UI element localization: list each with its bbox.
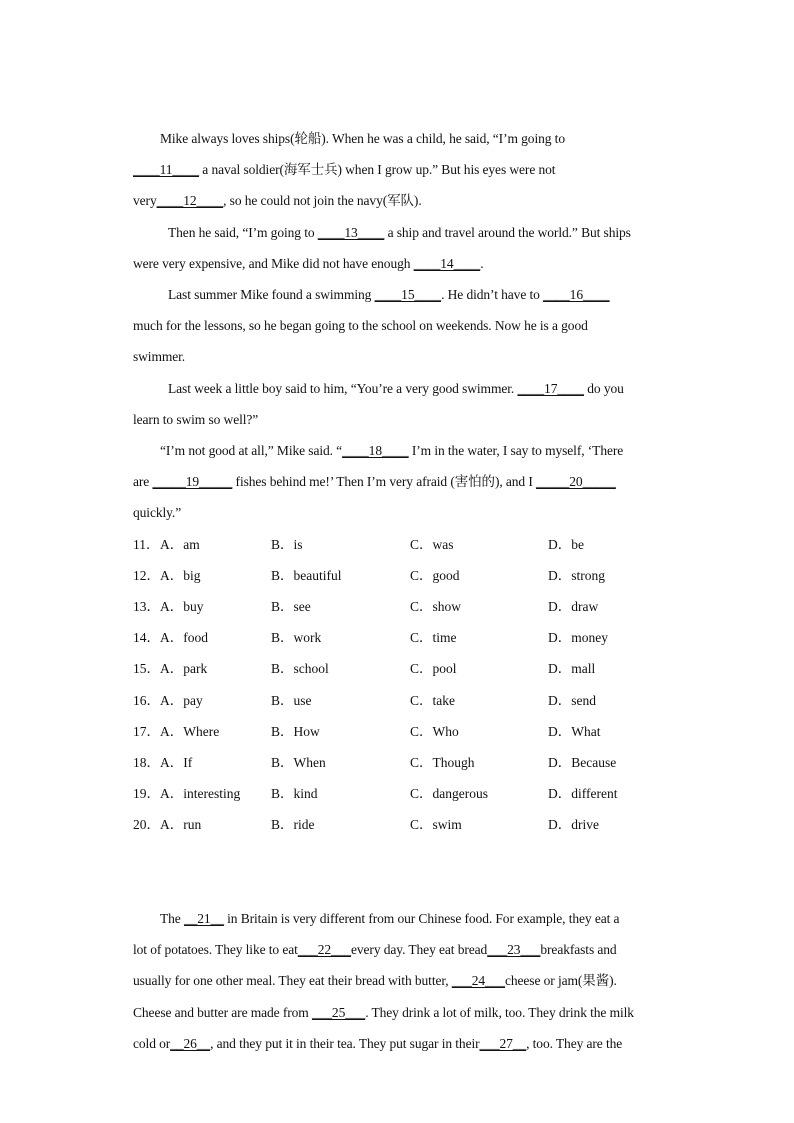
text: a ship and travel around the world.” But ships xyxy=(384,225,631,240)
option-c[interactable]: C．dangerous xyxy=(410,786,488,801)
text: every day. They eat bread xyxy=(351,942,488,957)
passage-1-line-5 xyxy=(133,256,483,272)
option-c[interactable]: C．pool xyxy=(410,661,457,676)
passage-1-line-1 xyxy=(160,131,565,147)
text: swimmer. xyxy=(133,349,186,364)
option-b[interactable]: B．see xyxy=(271,599,311,614)
text: , so he could not join the navy(军队). xyxy=(223,193,422,208)
question-number: 16． xyxy=(133,693,160,708)
option-b[interactable]: B．ride xyxy=(271,817,315,832)
text: learn to swim so well?” xyxy=(133,412,259,427)
passage-1-line-12 xyxy=(133,474,616,490)
text: usually for one other meal. They eat their bread with butter, xyxy=(133,973,452,988)
passage-1-line-6 xyxy=(168,287,610,303)
text: , too. They are the xyxy=(526,1036,623,1051)
passage-1-line-8 xyxy=(133,349,185,365)
text: Last summer Mike found a swimming xyxy=(168,287,375,302)
option-d[interactable]: D．money xyxy=(548,630,608,645)
passage-2-line-3 xyxy=(133,973,617,989)
option-c[interactable]: C．Who xyxy=(410,724,459,739)
passage-2-line-1 xyxy=(160,911,619,927)
option-b[interactable]: B．beautiful xyxy=(271,568,342,583)
option-b[interactable]: B．school xyxy=(271,661,329,676)
question-number: 13． xyxy=(133,599,160,614)
text: Mike always loves ships(轮船). When he was a child, he said, “I’m going to xyxy=(160,131,565,146)
option-c[interactable]: C．good xyxy=(410,568,460,583)
option-a[interactable]: A．park xyxy=(160,661,208,676)
option-d[interactable]: D．drive xyxy=(548,817,599,832)
text: cold or xyxy=(133,1036,171,1051)
option-a[interactable]: A．am xyxy=(160,537,200,552)
question-number: 14． xyxy=(133,630,160,645)
option-b[interactable]: B．How xyxy=(271,724,320,739)
text: . He didn’t have to xyxy=(441,287,544,302)
text: were very expensive, and Mike did not have enough xyxy=(133,256,414,271)
text: breakfasts and xyxy=(540,942,617,957)
option-c[interactable]: C．was xyxy=(410,537,454,552)
option-b[interactable]: B．kind xyxy=(271,786,318,801)
text: fishes behind me!’ Then I’m very afraid (害怕的), and I xyxy=(232,474,537,489)
passage-1-line-10 xyxy=(133,412,258,428)
blank-13[interactable]: ____13____ xyxy=(317,225,385,240)
option-d[interactable]: D．send xyxy=(548,693,596,708)
question-number: 12． xyxy=(133,568,160,583)
text: are xyxy=(133,474,153,489)
option-c[interactable]: C．show xyxy=(410,599,462,614)
question-number: 17． xyxy=(133,724,160,739)
option-b[interactable]: B．work xyxy=(271,630,322,645)
text: Then he said, “I’m going to xyxy=(168,225,318,240)
text: quickly.” xyxy=(133,505,182,520)
option-d[interactable]: D．different xyxy=(548,786,618,801)
option-a[interactable]: A．Where xyxy=(160,724,220,739)
option-a[interactable]: A．run xyxy=(160,817,202,832)
text: . They drink a lot of milk, too. They drink the milk xyxy=(365,1005,634,1020)
passage-2-line-4 xyxy=(133,1005,634,1021)
blank-15[interactable]: ____15____ xyxy=(374,287,442,302)
option-a[interactable]: A．food xyxy=(160,630,208,645)
text: I’m in the water, I say to myself, ‘There xyxy=(408,443,624,458)
option-b[interactable]: B．is xyxy=(271,537,303,552)
option-d[interactable]: D．draw xyxy=(548,599,599,614)
text: . xyxy=(480,256,484,271)
option-d[interactable]: D．be xyxy=(548,537,584,552)
question-number: 18． xyxy=(133,755,160,770)
option-a[interactable]: A．interesting xyxy=(160,786,241,801)
text: cheese or jam(果酱). xyxy=(504,973,617,988)
blank-11[interactable]: ____11____ xyxy=(133,162,199,177)
option-c[interactable]: C．swim xyxy=(410,817,462,832)
text: Cheese and butter are made from xyxy=(133,1005,312,1020)
passage-1-line-9 xyxy=(168,381,624,397)
passage-1-line-2 xyxy=(133,162,555,178)
text: very xyxy=(133,193,157,208)
text: , and they put it in their tea. They put sugar in their xyxy=(210,1036,480,1051)
blank-24[interactable]: ___24___ xyxy=(451,973,505,988)
blank-16[interactable]: ____16____ xyxy=(543,287,610,302)
passage-1-line-3 xyxy=(133,193,422,209)
option-a[interactable]: A．If xyxy=(160,755,193,770)
passage-2-line-5 xyxy=(133,1036,622,1052)
blank-27[interactable]: ___27__ xyxy=(479,1036,527,1051)
question-number: 19． xyxy=(133,786,160,801)
passage-1-line-7 xyxy=(133,318,588,334)
option-a[interactable]: A．buy xyxy=(160,599,204,614)
option-d[interactable]: D．mall xyxy=(548,661,596,676)
passage-1-line-4 xyxy=(168,225,631,241)
text: The xyxy=(160,911,184,926)
passage-2-line-2 xyxy=(133,942,617,958)
option-c[interactable]: C．time xyxy=(410,630,457,645)
text: in Britain is very different from our Chinese food. For example, they eat a xyxy=(223,911,620,926)
blank-25[interactable]: ___25___ xyxy=(311,1005,366,1020)
option-a[interactable]: A．big xyxy=(160,568,201,583)
option-c[interactable]: C．Though xyxy=(410,755,475,770)
blank-20[interactable]: _____20_____ xyxy=(536,474,616,489)
blank-23[interactable]: ___23___ xyxy=(487,942,541,957)
option-c[interactable]: C．take xyxy=(410,693,455,708)
text: much for the lessons, so he began going to the school on weekends. Now he is a good xyxy=(133,318,588,333)
blank-18[interactable]: ____18____ xyxy=(342,443,409,458)
blank-22[interactable]: ___22___ xyxy=(297,942,351,957)
text: Last week a little boy said to him, “You’re a very good swimmer. xyxy=(168,381,518,396)
blank-21[interactable]: __21__ xyxy=(183,911,224,926)
blank-26[interactable]: __26__ xyxy=(170,1036,211,1051)
option-a[interactable]: A．pay xyxy=(160,693,203,708)
option-b[interactable]: B．When xyxy=(271,755,326,770)
blank-14[interactable]: ____14____ xyxy=(413,256,481,271)
text: a naval soldier(海军士兵) when I grow up.” But his eyes were not xyxy=(199,162,556,177)
passage-1-line-13 xyxy=(133,505,181,521)
option-d[interactable]: D．Because xyxy=(548,755,617,770)
text: do you xyxy=(583,381,624,396)
option-d[interactable]: D．strong xyxy=(548,568,605,583)
blank-19[interactable]: _____19_____ xyxy=(152,474,233,489)
passage-1-line-11 xyxy=(160,443,623,459)
blank-12[interactable]: ____12____ xyxy=(156,193,224,208)
option-b[interactable]: B．use xyxy=(271,693,312,708)
text: lot of potatoes. They like to eat xyxy=(133,942,298,957)
option-d[interactable]: D．What xyxy=(548,724,601,739)
blank-17[interactable]: ____17____ xyxy=(517,381,584,396)
question-number: 15． xyxy=(133,661,160,676)
question-number: 20． xyxy=(133,817,160,832)
question-number: 11． xyxy=(133,537,160,552)
text: “I’m not good at all,” Mike said. “ xyxy=(160,443,343,458)
